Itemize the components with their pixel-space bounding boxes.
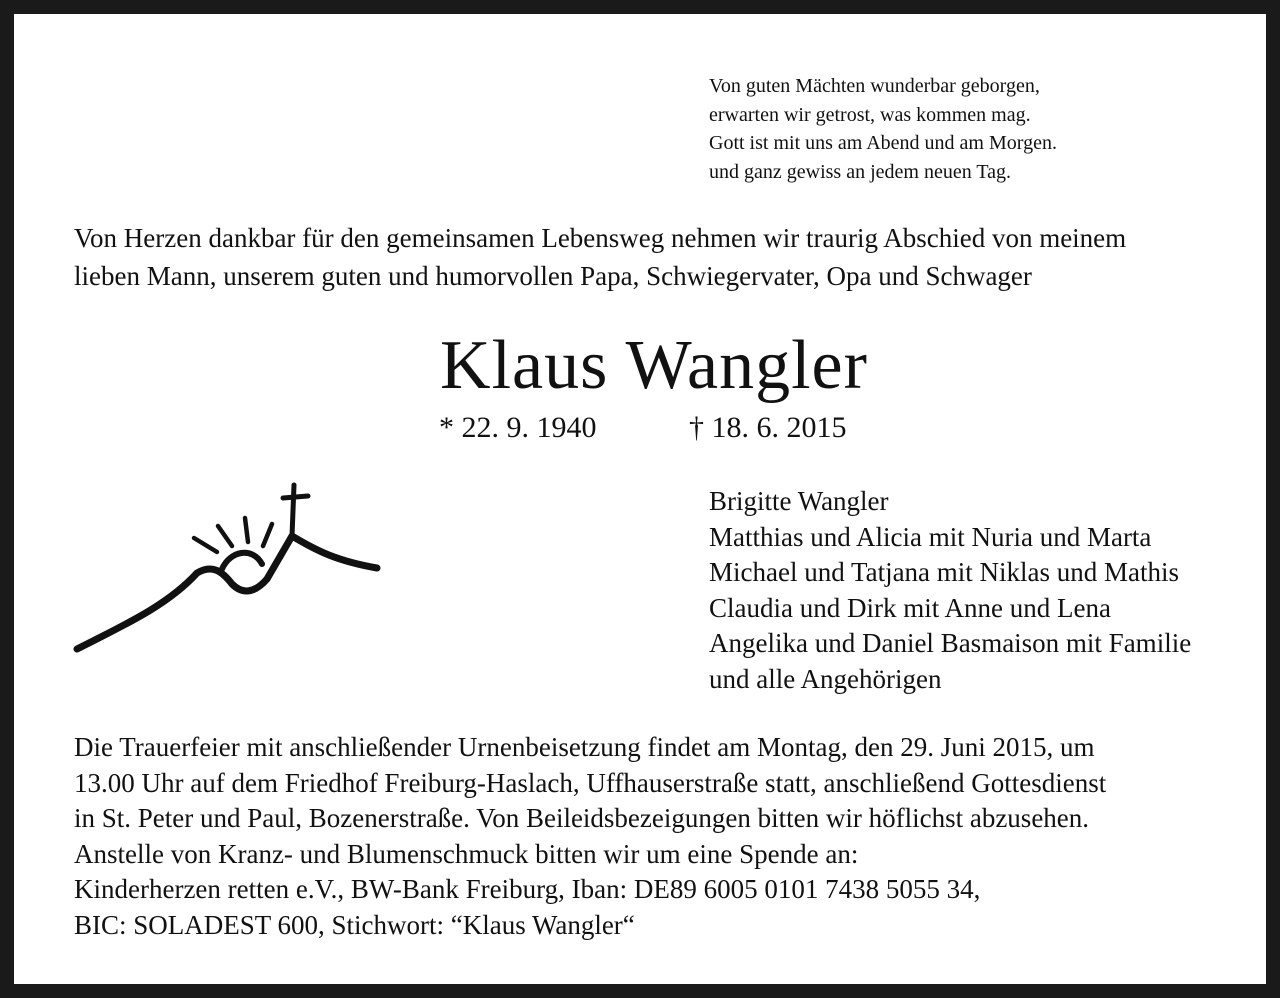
- intro-line: Von Herzen dankbar für den gemeinsamen Lebensweg nehmen wir traurig Abschied von meinem: [74, 223, 1127, 253]
- family-member: Matthias und Alicia mit Nuria und Marta: [709, 521, 1152, 552]
- notice-line: Kinderherzen retten e.V., BW-Bank Freiburg, Iban: DE89 6005 0101 7438 5055 34,: [74, 874, 981, 904]
- poem-quote: [709, 72, 1057, 186]
- poem-line: Von guten Mächten wunderbar geborgen,: [709, 75, 1040, 97]
- poem-line: erwarten wir getrost, was kommen mag.: [709, 103, 1031, 126]
- family-member: und alle Angehörigen: [709, 663, 942, 694]
- family-member: Claudia und Dirk mit Anne und Lena: [709, 592, 1111, 623]
- notice-line: in St. Peter und Paul, Bozenerstraße. Von Beileidsbezeigungen bitten wir höflichst abzusehen.: [74, 803, 1090, 833]
- family-list: [709, 484, 1191, 697]
- poem-line: Gott ist mit uns am Abend und am Morgen.: [709, 132, 1057, 154]
- family-member: Angelika und Daniel Basmaison mit Familie: [709, 628, 1192, 658]
- intro-line: lieben Mann, unserem guten und humorvollen Papa, Schwiegervater, Opa und Schwager: [74, 261, 1032, 291]
- mountain-cross-sun-icon: [72, 476, 382, 661]
- death-date: † 18. 6. 2015: [689, 411, 847, 444]
- funeral-notice: [74, 730, 1106, 943]
- notice-line: 13.00 Uhr auf dem Friedhof Freiburg-Haslach, Uffhauserstraße statt, anschließend Gottesdienst: [74, 767, 1107, 798]
- family-member: Brigitte Wangler: [709, 486, 889, 516]
- notice-line: Die Trauerfeier mit anschließender Urnenbeisetzung findet am Montag, den 29. Juni 2015, um: [74, 732, 1095, 762]
- birth-date: * 22. 9. 1940: [439, 411, 597, 444]
- family-member: Michael und Tatjana mit Niklas und Mathis: [709, 557, 1180, 587]
- notice-line: BIC: SOLADEST 600, Stichwort: “Klaus Wangler“: [74, 909, 635, 940]
- poem-line: und ganz gewiss an jedem neuen Tag.: [709, 160, 1012, 183]
- deceased-name: Klaus Wangler: [440, 327, 868, 404]
- notice-line: Anstelle von Kranz- und Blumenschmuck bitten wir um eine Spende an:: [74, 838, 859, 869]
- intro-text: [74, 219, 1126, 295]
